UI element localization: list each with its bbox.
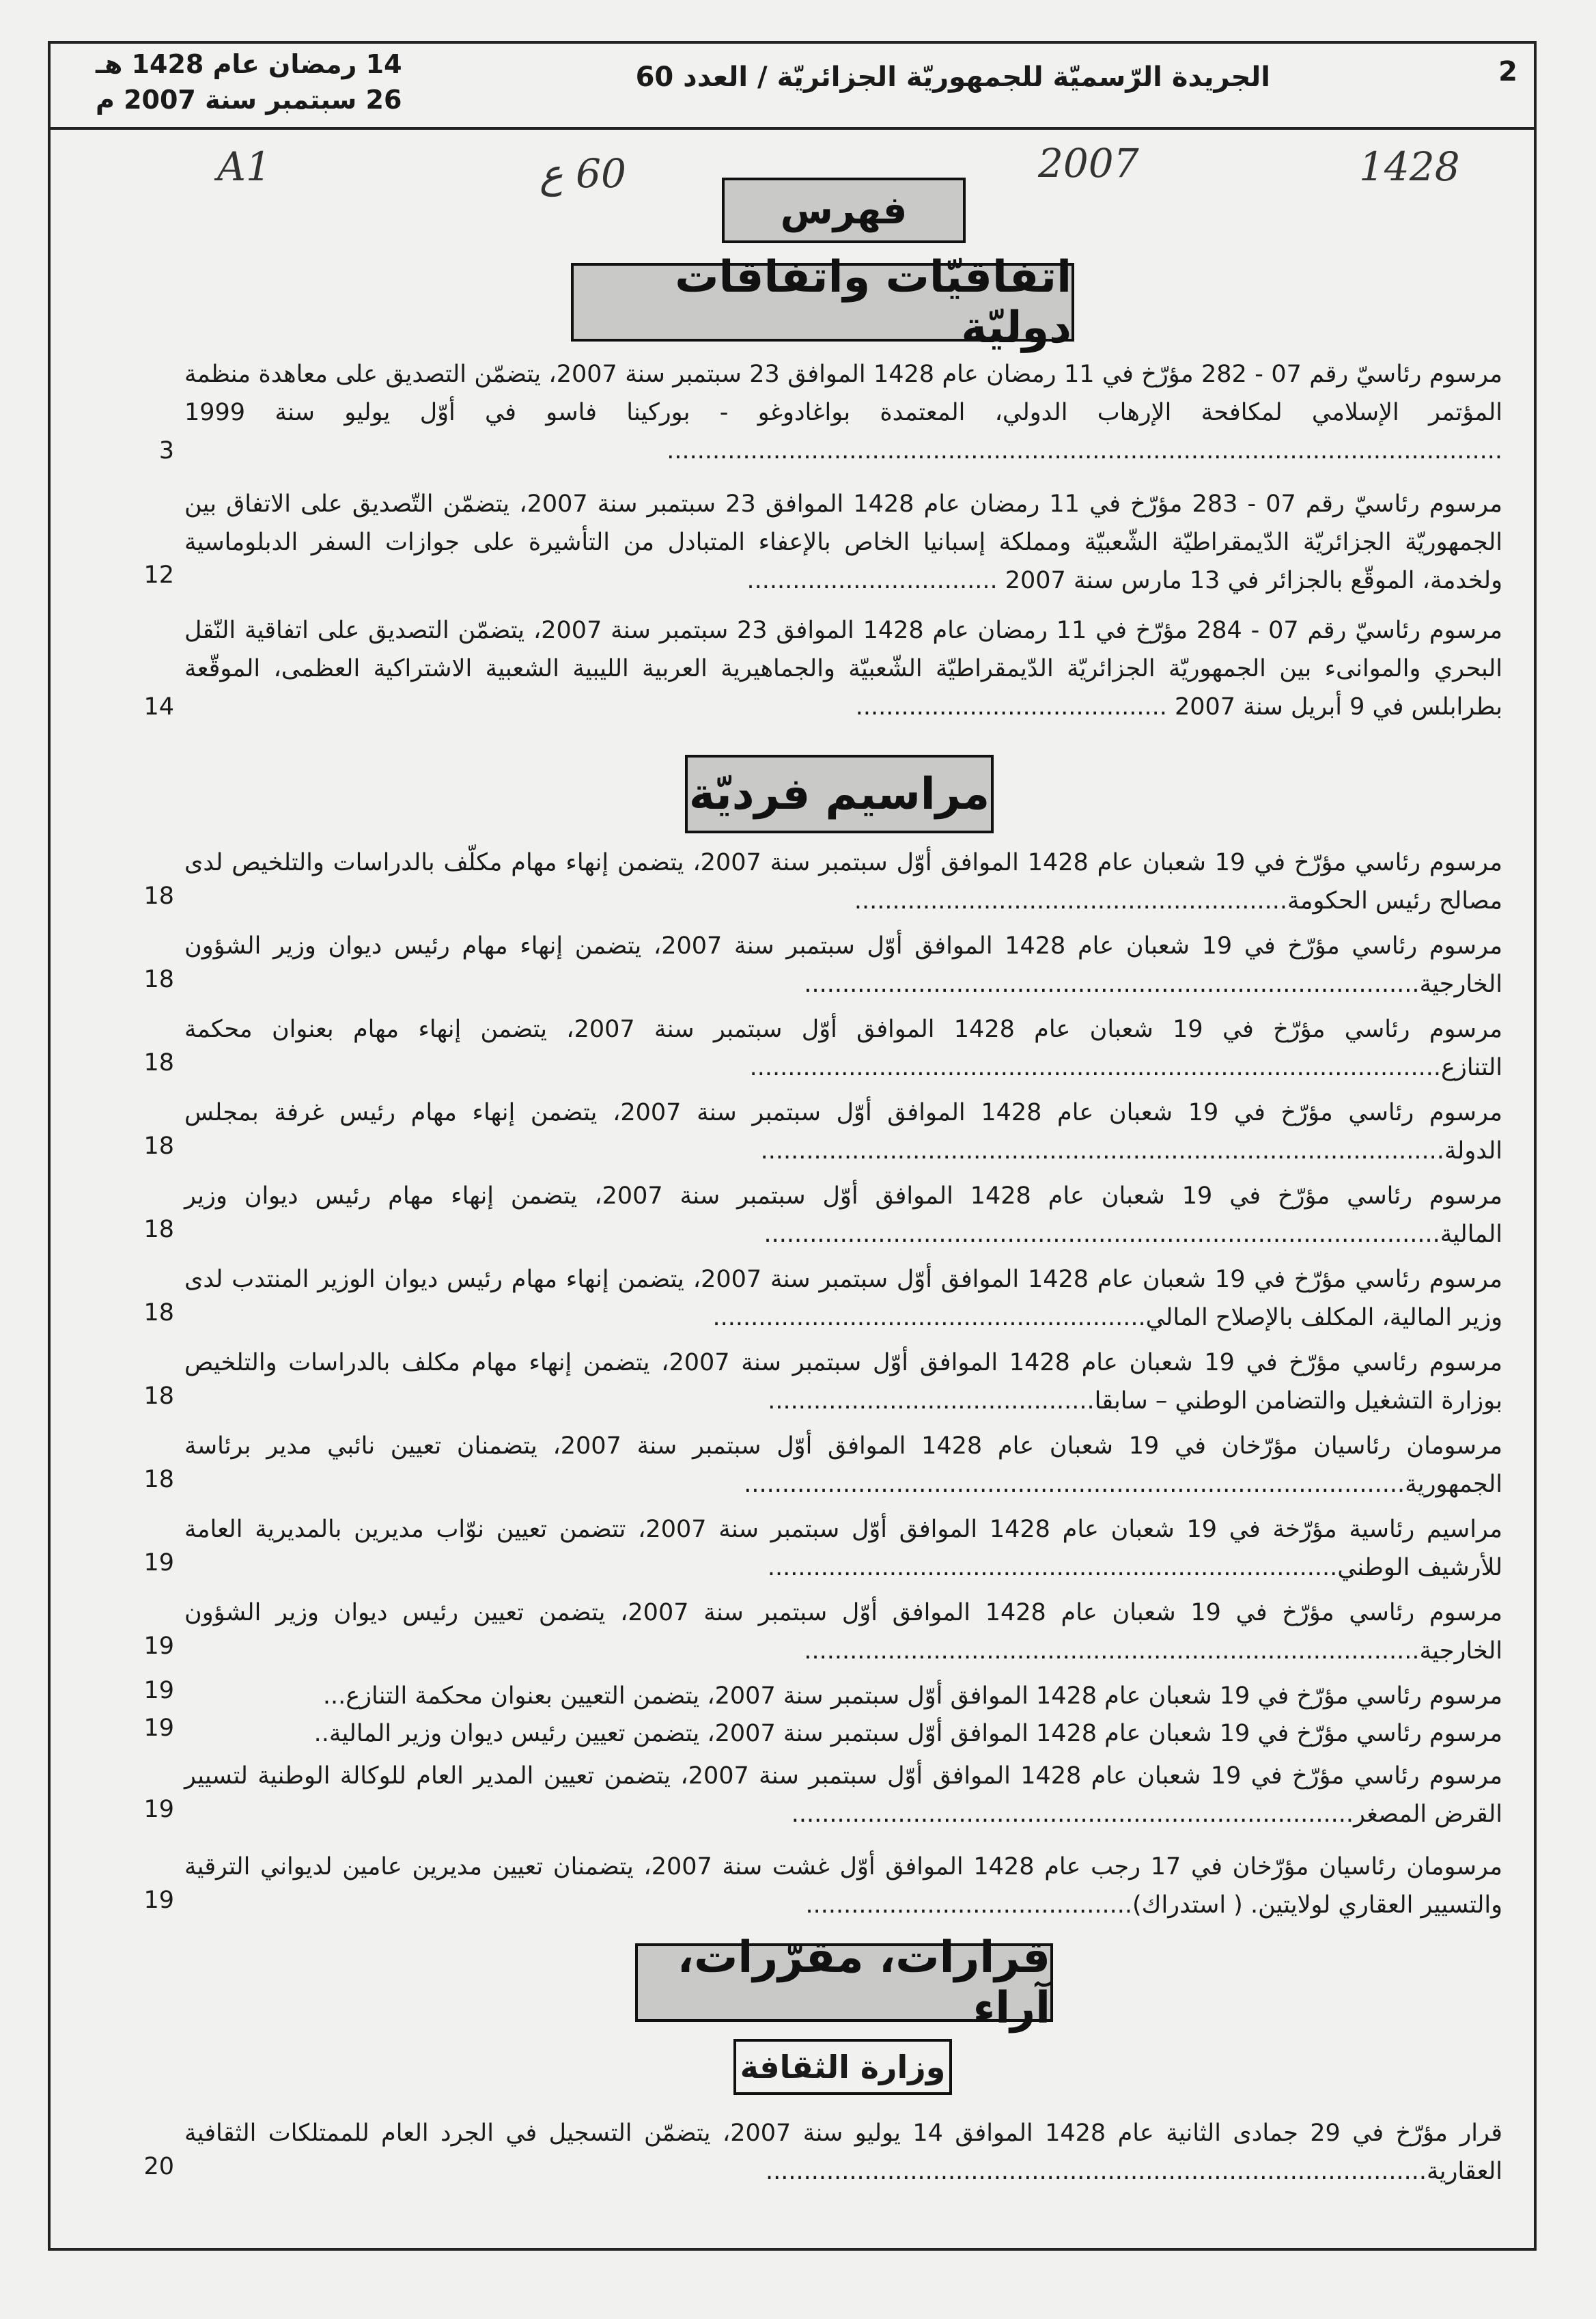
handwritten-hijri-note: 1428: [1359, 143, 1460, 190]
decree-entry: مرسومان رئاسيان مؤرّخان في 19 شعبان عام 1428 الموافق أوّل سبتمبر سنة 2007، يتضمنان تعيين نائبي مدير برئاسة الجمهورية.......................................................................................: [184, 1432, 1502, 1498]
decree-entry: مرسوم رئاسي مؤرّخ في 19 شعبان عام 1428 الموافق أوّل سبتمبر سنة 2007، يتضمن إنهاء مهام مكلّف بالدراسات والتلخيص لدى مصالح رئيس الحكومة.........................................................: [184, 849, 1503, 915]
decree-entry-page: 19: [143, 1887, 174, 1914]
decree-entry: مرسوم رئاسي مؤرّخ في 19 شعبان عام 1428 الموافق أوّل سبتمبر سنة 2007، يتضمن التعيين بعنوان محكمة التنازع...: [322, 1682, 1502, 1710]
international-entry-page: 14: [143, 693, 174, 721]
decree-entry-page: 18: [143, 1049, 174, 1077]
decree-entry: مرسوم رئاسي مؤرّخ في 19 شعبان عام 1428 الموافق أوّل سبتمبر سنة 2007، يتضمن تعيين المدير العام للوكالة الوطنية لتسيير القرض المصغر..........................................................................: [184, 1762, 1503, 1828]
page-number: 2: [1498, 56, 1517, 87]
ministry-culture-heading: وزارة الثقافة: [733, 2039, 952, 2095]
decree-entry-page: 19: [143, 1677, 174, 1704]
decree-entry-page: 18: [143, 883, 174, 910]
international-entry-page: 3: [158, 437, 174, 464]
section-individual-decrees: مراسيم فرديّة: [685, 755, 994, 833]
hijri-date: 14 رمضان عام 1428 هـ: [96, 49, 402, 79]
decree-entry-page: 18: [143, 1299, 174, 1327]
decree-entry: مرسوم رئاسي مؤرّخ في 19 شعبان عام 1428 الموافق أوّل سبتمبر سنة 2007، يتضمن إنهاء مهام مكلف بالدراسات والتلخيص بوزارة التشغيل والتضامن الوطني – سابقا...........................................: [184, 1349, 1503, 1415]
decree-entry-page: 18: [143, 1216, 174, 1243]
decree-entry: مرسوم رئاسي مؤرّخ في 19 شعبان عام 1428 الموافق أوّل سبتمبر سنة 2007، يتضمن إنهاء مهام رئيس غرفة بمجلس الدولة..........................................................................................: [184, 1099, 1503, 1165]
decree-entry-page: 18: [143, 1133, 174, 1160]
handwritten-ref-code: A1: [217, 143, 271, 190]
international-entry: مرسوم رئاسيّ رقم 07 - 283 مؤرّخ في 11 رمضان عام 1428 الموافق 23 سبتمبر سنة 2007، يتضمّن التّصديق على الاتفاق بين الجمهوريّة الجزائريّة الدّيمقراطيّة الشّعبيّة ومملكة إسبانيا الخاص بالإعفاء المتبادل من التأشيرة على جوازات السفر الدبلوماسية ولخدمة، الموقّع بالجزائر في 13 مارس سنة 2007 .................................: [184, 490, 1503, 594]
decree-entry: مرسوم رئاسي مؤرّخ في 19 شعبان عام 1428 الموافق أوّل سبتمبر سنة 2007، يتضمن تعيين رئيس ديوان وزير المالية..: [313, 1720, 1502, 1747]
decree-entry: مرسوم رئاسي مؤرّخ في 19 شعبان عام 1428 الموافق أوّل سبتمبر سنة 2007، يتضمن تعيين رئيس ديوان وزير الشؤون الخارجية.................................................................................: [184, 1599, 1503, 1665]
decree-entry-page: 19: [143, 1714, 174, 1742]
handwritten-year-note: 2007: [1038, 140, 1139, 186]
page-header: [48, 41, 1537, 130]
decree-entry-page: 19: [143, 1633, 174, 1660]
decree-entry-page: 19: [143, 1796, 174, 1823]
section-international: اتفاقيّات واتفاقات دوليّة: [571, 263, 1074, 342]
decree-entry: مرسوم رئاسي مؤرّخ في 19 شعبان عام 1428 الموافق أوّل سبتمبر سنة 2007، يتضمن إنهاء مهام رئيس ديوان وزير الشؤون الخارجية.................................................................................: [184, 932, 1502, 998]
decree-entry-page: 18: [143, 1383, 174, 1410]
decree-entry: مرسوم رئاسي مؤرّخ في 19 شعبان عام 1428 الموافق أوّل سبتمبر سنة 2007، يتضمن إنهاء مهام رئيس ديوان وزير المالية.........................................................................................: [184, 1182, 1503, 1248]
decision-entry-page: 20: [143, 2153, 174, 2180]
decree-entry-page: 18: [143, 1466, 174, 1493]
index-title: فهرس: [722, 178, 966, 243]
gazette-title: الجريدة الرّسميّة للجمهوريّة الجزائريّة / العدد 60: [635, 61, 1270, 93]
gregorian-date: 26 سبتمبر سنة 2007 م: [96, 85, 402, 115]
decision-entry: قرار مؤرّخ في 29 جمادى الثانية عام 1428 الموافق 14 يوليو سنة 2007، يتضمّن التسجيل في الجرد العام للممتلكات الثقافية العقارية.......................................................................................: [184, 2120, 1502, 2185]
international-entry: مرسوم رئاسيّ رقم 07 - 284 مؤرّخ في 11 رمضان عام 1428 الموافق 23 سبتمبر سنة 2007، يتضمّن التصديق على اتفاقية النّقل البحري والموانىء بين الجمهوريّة الجزائريّة الدّيمقراطيّة الشّعبيّة والجماهيرية العربية الليبية الشعبية الاشتراكية العظمى، الموقّعة بطرابلس في 9 أبريل سنة 2007 .........................................: [184, 617, 1502, 721]
international-entry-page: 12: [143, 561, 174, 589]
decree-entry-page: 18: [143, 966, 174, 993]
section-decisions: قرارات، مقرّرات، آراء: [635, 1943, 1053, 2022]
handwritten-issue-note: 60 ع: [540, 150, 626, 197]
decree-entry: مراسيم رئاسية مؤرّخة في 19 شعبان عام 1428 الموافق أوّل سبتمبر سنة 2007، تتضمن تعيين نوّاب مديرين بالمديرية العامة للأرشيف الوطني...........................................................................: [184, 1516, 1502, 1581]
international-entry: مرسوم رئاسيّ رقم 07 - 282 مؤرّخ في 11 رمضان عام 1428 الموافق 23 سبتمبر سنة 2007، يتضمّن التصديق على معاهدة منظمة المؤتمر الإسلامي لمكافحة الإرهاب الدولي، المعتمدة بواغادوغو - بوركينا فاسو في أوّل يوليو سنة 1999 ..............................................................................................................: [184, 361, 1503, 464]
decree-entry: مرسومان رئاسيان مؤرّخان في 17 رجب عام 1428 الموافق أوّل غشت سنة 2007، يتضمنان تعيين مديرين عامين لديواني الترقية والتسيير العقاري لولايتين. ( استدراك)...........................................: [184, 1853, 1502, 1919]
decree-entry: مرسوم رئاسي مؤرّخ في 19 شعبان عام 1428 الموافق أوّل سبتمبر سنة 2007، يتضمن إنهاء مهام رئيس ديوان الوزير المنتدب لدى وزير المالية، المكلف بالإصلاح المالي.........................................................: [184, 1266, 1502, 1331]
decree-entry: مرسوم رئاسي مؤرّخ في 19 شعبان عام 1428 الموافق أوّل سبتمبر سنة 2007، يتضمن إنهاء مهام بعنوان محكمة التنازع...........................................................................................: [184, 1016, 1503, 1081]
decree-entry-page: 19: [143, 1549, 174, 1577]
